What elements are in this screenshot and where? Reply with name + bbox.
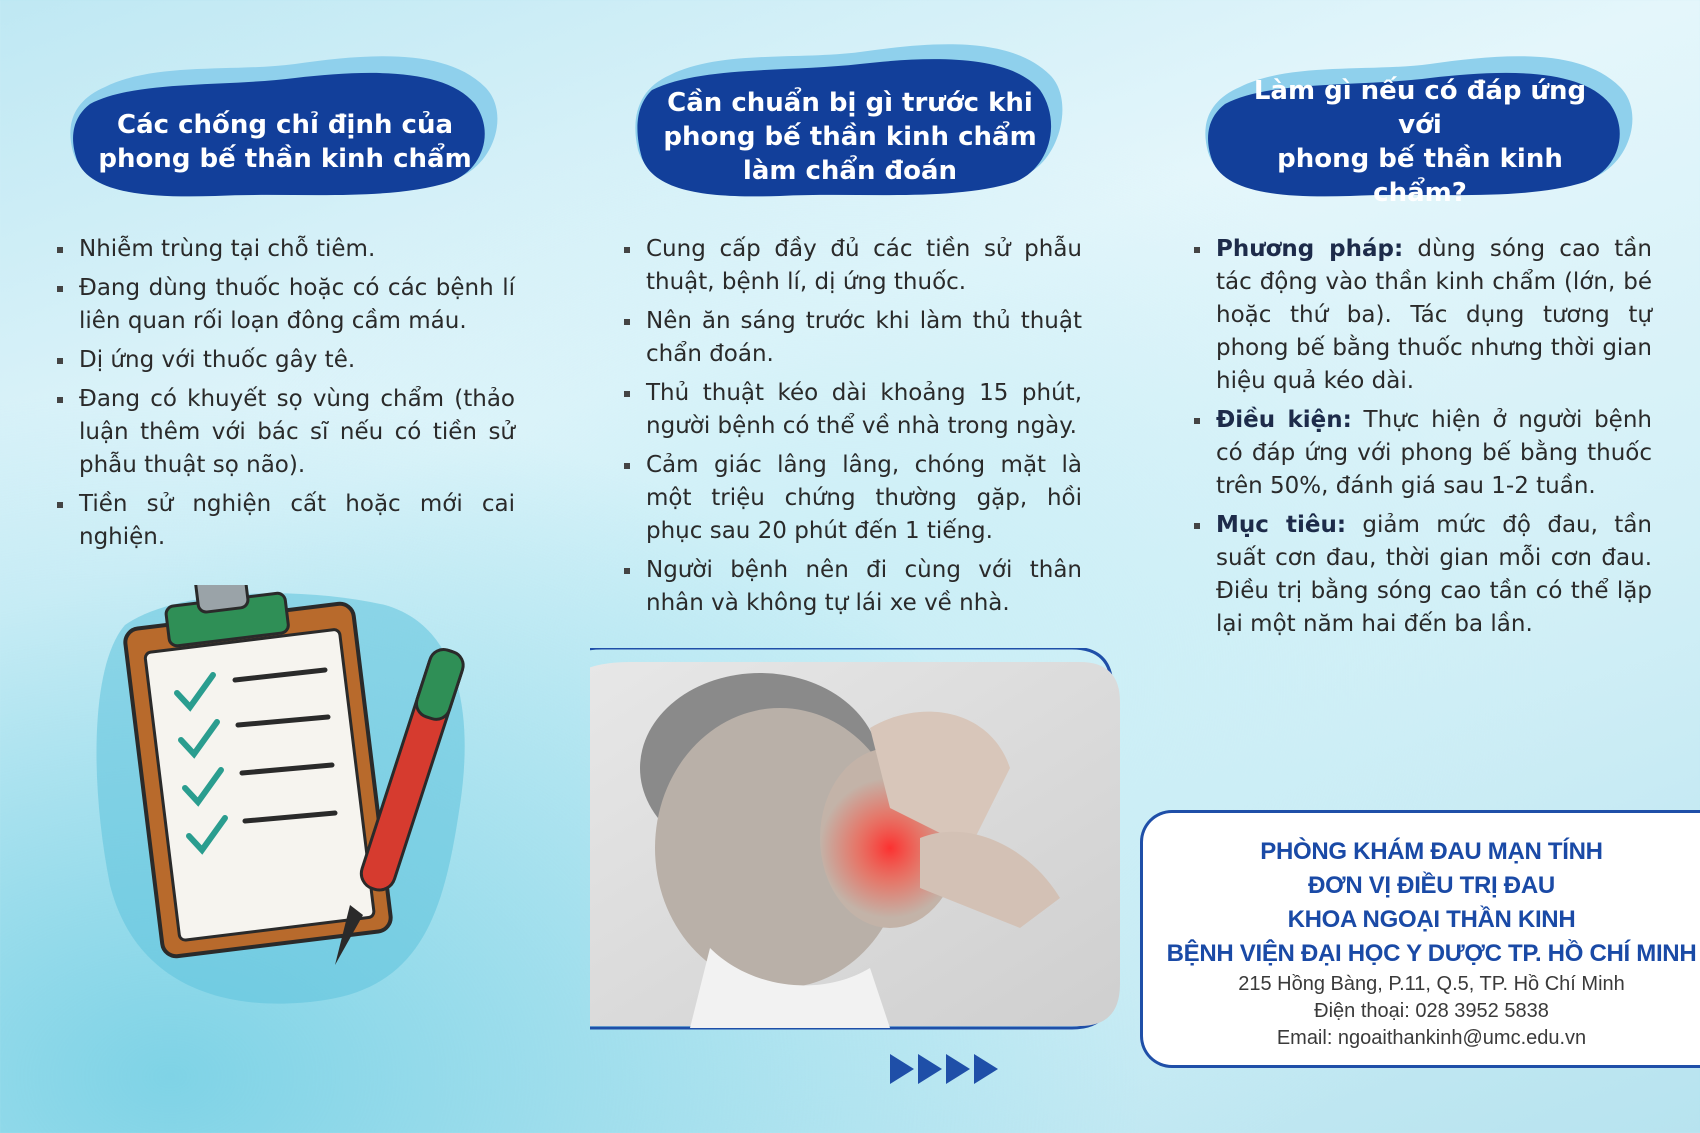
list-item: Cung cấp đầy đủ các tiền sử phẫu thuật, bệnh lí, dị ứng thuốc.: [622, 233, 1082, 299]
contact-card: [1140, 810, 1700, 1068]
forward-arrows-icon: [890, 1052, 1000, 1091]
title-line: phong bế thần kinh chẩm: [663, 121, 1037, 152]
department-name: KHOA NGOẠI THẦN KINH: [1287, 906, 1576, 933]
preparation-title: [660, 68, 1040, 205]
list-item: Phương pháp: dùng sóng cao tần tác động vào thần kinh chẩm (lớn, bé hoặc thứ ba). Tác dụng tương tự phong bế bằng thuốc nhưng thời gian hiệu quả kéo dài.: [1192, 233, 1652, 398]
unit-name: ĐƠN VỊ ĐIỀU TRỊ ĐAU: [1308, 872, 1555, 899]
phone: Điện thoại: 028 3952 5838: [1314, 1000, 1549, 1022]
list-item: Dị ứng với thuốc gây tê.: [55, 344, 515, 377]
contraindications-title: [95, 82, 475, 202]
list-item: Nhiễm trùng tại chỗ tiêm.: [55, 233, 515, 266]
preparation-title-badge: [630, 30, 1070, 205]
clinic-name: PHÒNG KHÁM ĐAU MẠN TÍNH: [1260, 838, 1603, 865]
contraindications-list: [55, 233, 515, 560]
list-item: Mục tiêu: giảm mức độ đau, tần suất cơn đau, thời gian mỗi cơn đau. Điều trị bằng sóng cao tần có thể lặp lại một năm hai đến ba lần.: [1192, 509, 1652, 641]
title-line: phong bế thần kinh chẩm?: [1277, 144, 1563, 208]
email: Email: ngoaithankinh@umc.edu.vn: [1276, 1027, 1587, 1049]
response-list: [1192, 233, 1652, 647]
list-item: Đang dùng thuốc hoặc có các bệnh lí liên quan rối loạn đông cầm máu.: [55, 272, 515, 338]
list-item: Đang có khuyết sọ vùng chẩm (thảo luận thêm với bác sĩ nếu có tiền sử phẫu thuật sọ não).: [55, 383, 515, 482]
list-item: Thủ thuật kéo dài khoảng 15 phút, người bệnh có thể về nhà trong ngày.: [622, 377, 1082, 443]
response-title-badge: [1200, 42, 1640, 208]
list-item: Người bệnh nên đi cùng với thân nhân và không tự lái xe về nhà.: [622, 554, 1082, 620]
title-line: phong bế thần kinh chẩm: [98, 144, 472, 174]
title-line: Cần chuẩn bị gì trước khi: [667, 87, 1033, 118]
list-item: Tiền sử nghiện cất hoặc mới cai nghiện.: [55, 488, 515, 554]
clipboard-checklist-icon: [95, 585, 475, 1005]
list-item: Điều kiện: Thực hiện ở người bệnh có đáp ứng với phong bế bằng thuốc trên 50%, đánh giá sau 1-2 tuần.: [1192, 404, 1652, 503]
contraindications-title-badge: [65, 42, 505, 202]
neck-pain-photo: [590, 648, 1160, 1068]
response-title: [1230, 76, 1610, 208]
title-line: Làm gì nếu có đáp ứng với: [1253, 76, 1587, 140]
title-line: Các chống chỉ định của: [117, 110, 453, 140]
list-item: Cảm giác lâng lâng, chóng mặt là một triệu chứng thường gặp, hồi phục sau 20 phút đến 1 tiếng.: [622, 449, 1082, 548]
list-item: Nên ăn sáng trước khi làm thủ thuật chẩn đoán.: [622, 305, 1082, 371]
preparation-list: [622, 233, 1082, 626]
address: 215 Hồng Bàng, P.11, Q.5, TP. Hồ Chí Minh: [1238, 973, 1625, 995]
contraindications-panel: [0, 0, 560, 1133]
title-line: làm chẩn đoán: [742, 155, 958, 186]
hospital-name: BỆNH VIỆN ĐẠI HỌC Y DƯỢC TP. HỒ CHÍ MINH: [1166, 940, 1697, 967]
